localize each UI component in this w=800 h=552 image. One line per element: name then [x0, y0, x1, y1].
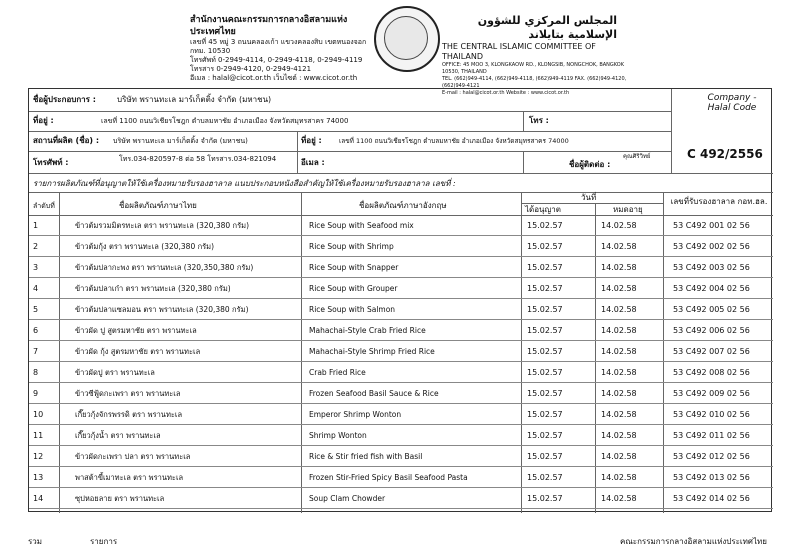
column-thai-name-header: ชื่อผลิตภัณฑ์ภาษาไทย [119, 201, 197, 210]
row-english-name: Rice Soup with Grouper [309, 284, 398, 293]
org-name-thai: สำนักงานคณะกรรมการกลางอิสลามแห่งประเทศไทย [190, 15, 348, 37]
row-thai-name: ข้าวผัดปู ตรา พรานทะเล [75, 368, 155, 377]
row-english-name: Crab Fried Rice [309, 368, 366, 377]
row-cert-number: 53 C492 013 02 56 [673, 473, 750, 482]
table-row [29, 278, 773, 299]
phone-label: โทรศัพท์ : [33, 158, 69, 167]
row-thai-name: ข้าวต้มปลาแซลมอน ตรา พรานทะเล (320,380 กรัม) [75, 305, 249, 314]
table-row [29, 341, 773, 362]
row-cert-number: 53 C492 005 02 56 [673, 305, 750, 314]
org-name-arabic: المجلس المركزي للشؤون الإسلامية بتايلاند [477, 14, 617, 41]
row-no: 10 [33, 410, 44, 419]
certificate-form [28, 88, 772, 512]
tel-label: โทร : [529, 116, 549, 125]
row-cert-number: 53 C492 003 02 56 [673, 263, 750, 272]
row-english-name: Rice & Stir fried fish with Basil [309, 452, 423, 461]
row-no: 13 [33, 473, 44, 482]
row-english-name: Rice Soup with Salmon [309, 305, 396, 314]
org-email-english: E-mail : halal@cicot.or.th Website : www.cicot.or.th [442, 90, 570, 96]
row-expire-date: 14.02.58 [601, 284, 637, 293]
row-cert-number: 53 C492 007 02 56 [673, 347, 750, 356]
entrepreneur-label: ชื่อผู้ประกอบการ : [33, 95, 96, 104]
org-address-english: OFFICE: 45 MOO 3, KLONGKAOW RD., KLONGSIB, NONGCHOK, BANGKOK 10530, THAILAND [442, 62, 625, 75]
letterhead [0, 0, 800, 96]
row-no: 1 [33, 221, 39, 230]
entrepreneur-value: บริษัท พรานทะเล มาร์เก็ตติ้ง จำกัด (มหาชน) [117, 95, 272, 104]
row-expire-date: 14.02.58 [601, 452, 637, 461]
row-thai-name: เกี๊ยวกุ้งน้ำ ตรา พรานทะเล [75, 431, 161, 440]
row-expire-date: 14.02.58 [601, 326, 637, 335]
row-no: 4 [33, 284, 39, 293]
row-no: 9 [33, 389, 39, 398]
total-label: รวม [28, 537, 43, 546]
row-approved-date: 15.02.57 [527, 347, 563, 356]
row-cert-number: 53 C492 001 02 56 [673, 221, 750, 230]
row-thai-name: ข้าวผัด กุ้ง สูตรมหาชัย ตรา พรานทะเล [75, 347, 201, 356]
column-cert-number-header: เลขที่รับรองฮาลาล กอท.ฮล. [670, 197, 768, 206]
row-thai-name: ข้าวผัด ปู สูตรมหาชัย ตรา พรานทะเล [75, 326, 197, 335]
row-cert-number: 53 C492 004 02 56 [673, 284, 750, 293]
column-approved-header: ได้อนุญาต [525, 205, 561, 214]
row-english-name: Rice Soup with Seafood mix [309, 221, 414, 230]
row-english-name: Emperor Shrimp Wonton [309, 410, 402, 419]
row-thai-name: ข้าวต้มปลาเก๋า ตรา พรานทะเล (320,380 กรัม) [75, 284, 231, 293]
org-name-english: THE CENTRAL ISLAMIC COMMITTEE OF THAILAND [442, 42, 596, 61]
table-row [29, 236, 773, 257]
factory-value: บริษัท พรานทะเล มาร์เก็ตติ้ง จำกัด (มหาชน) [113, 137, 248, 145]
org-email-thai: อีเมล : halal@cicot.or.th เว็บไซต์ : www.cicot.or.th [190, 74, 358, 82]
row-expire-date: 14.02.58 [601, 347, 637, 356]
row-approved-date: 15.02.57 [527, 263, 563, 272]
row-no: 2 [33, 242, 39, 251]
phone-value: โทร.034-820597-8 ต่อ 58 โทรสาร.034-821094 [119, 155, 277, 163]
row-no: 11 [33, 431, 44, 440]
row-no: 3 [33, 263, 39, 272]
row-no: 12 [33, 452, 44, 461]
row-approved-date: 15.02.57 [527, 452, 563, 461]
contact-label: ชื่อผู้ติดต่อ : [569, 160, 611, 169]
table-row [29, 299, 773, 320]
company-halal-code-heading: Company - Halal Code [707, 93, 757, 113]
factory-address-label: ที่อยู่ : [301, 136, 322, 145]
table-row [29, 257, 773, 278]
row-english-name: Soup Clam Chowder [309, 494, 386, 503]
row-approved-date: 15.02.57 [527, 305, 563, 314]
table-row [29, 383, 773, 404]
row-english-name: Mahachai-Style Crab Fried Rice [309, 326, 426, 335]
table-row [29, 215, 773, 236]
row-thai-name: ซุปหอยลาย ตรา พรานทะเล [75, 494, 165, 503]
row-expire-date: 14.02.58 [601, 410, 637, 419]
row-english-name: Shrimp Wonton [309, 431, 367, 440]
row-cert-number: 53 C492 009 02 56 [673, 389, 750, 398]
row-expire-date: 14.02.58 [601, 473, 637, 482]
row-english-name: Rice Soup with Shrimp [309, 242, 394, 251]
address-label: ที่อยู่ : [33, 116, 54, 125]
column-expire-header: หมดอายุ [613, 205, 643, 214]
row-expire-date: 14.02.58 [601, 305, 637, 314]
row-expire-date: 14.02.58 [601, 494, 637, 503]
row-english-name: Rice Soup with Snapper [309, 263, 399, 272]
row-no: 7 [33, 347, 39, 356]
row-approved-date: 15.02.57 [527, 326, 563, 335]
row-english-name: Frozen Seafood Basil Sauce & Rice [309, 389, 439, 398]
table-row [29, 320, 773, 341]
row-thai-name: ข้าวต้มกุ้ง ตรา พรานทะเล (320,380 กรัม) [75, 242, 215, 251]
row-expire-date: 14.02.58 [601, 242, 637, 251]
email-label: อีเมล : [301, 158, 325, 167]
factory-address-value: เลขที่ 1100 ถนนวิเชียรโชฎก ตำบลมหาชัย อำเภอเมือง จังหวัดสมุทรสาคร 74000 [339, 137, 569, 145]
row-cert-number: 53 C492 008 02 56 [673, 368, 750, 377]
row-approved-date: 15.02.57 [527, 368, 563, 377]
row-thai-name: พาสต้าขี้เมาทะเล ตรา พรานทะเล [75, 473, 184, 482]
row-cert-number: 53 C492 006 02 56 [673, 326, 750, 335]
letterhead-thai [190, 14, 375, 83]
row-expire-date: 14.02.58 [601, 389, 637, 398]
company-halal-code: C 492/2556 [687, 147, 763, 161]
row-approved-date: 15.02.57 [527, 284, 563, 293]
row-expire-date: 14.02.58 [601, 263, 637, 272]
factory-label: สถานที่ผลิต (ชื่อ) : [33, 136, 100, 145]
column-english-name-header: ชื่อผลิตภัณฑ์ภาษาอังกฤษ [359, 201, 447, 210]
row-cert-number: 53 C492 011 02 56 [673, 431, 750, 440]
row-thai-name: เกี๊ยวกุ้งจักรพรรดิ ตรา พรานทะเล [75, 410, 183, 419]
row-no: 5 [33, 305, 39, 314]
row-cert-number: 53 C492 014 02 56 [673, 494, 750, 503]
table-row [29, 446, 773, 467]
column-no-header: ลำดับที่ [33, 202, 55, 210]
row-english-name: Frozen Stir-Fried Spicy Basil Seafood Pasta [309, 473, 468, 482]
row-thai-name: ข้าวต้มปลากะพง ตรา พรานทะเล (320,350,380 กรัม) [75, 263, 254, 272]
table-row [29, 488, 773, 509]
row-expire-date: 14.02.58 [601, 368, 637, 377]
contact-value: คุณศิริวิทย์ [623, 153, 651, 160]
table-row [29, 467, 773, 488]
row-thai-name: ข้าวต้มรวมมิตรทะเล ตรา พรานทะเล (320,380 กรัม) [75, 221, 249, 230]
org-tel-thai: โทรศัพท์ 0-2949-4114, 0-2949-4118, 0-2949-4119 โทรสาร 0-2949-4120, 0-2949-4121 [190, 56, 363, 73]
row-expire-date: 14.02.58 [601, 431, 637, 440]
row-cert-number: 53 C492 002 02 56 [673, 242, 750, 251]
row-approved-date: 15.02.57 [527, 242, 563, 251]
product-list-caption: รายการผลิตภัณฑ์ที่อนุญาตให้ใช้เครื่องหมายรับรองฮาลาล แนบประกอบหนังสือสำคัญให้ใช้เครื่องหมายรับรองฮาลาล เลขที่ : [33, 179, 456, 188]
row-approved-date: 15.02.57 [527, 389, 563, 398]
table-row [29, 425, 773, 446]
row-english-name: Mahachai-Style Shrimp Fried Rice [309, 347, 435, 356]
signature-org: คณะกรรมการกลางอิสลามแห่งประเทศไทย [620, 537, 767, 546]
row-expire-date: 14.02.58 [601, 221, 637, 230]
row-no: 6 [33, 326, 39, 335]
letterhead-english [442, 14, 632, 97]
row-no: 8 [33, 368, 39, 377]
row-approved-date: 15.02.57 [527, 410, 563, 419]
row-cert-number: 53 C492 010 02 56 [673, 410, 750, 419]
row-thai-name: ข้าวซีฟู้ดกะเพรา ตรา พรานทะเล [75, 389, 181, 398]
column-date-header: วันที่ [581, 193, 597, 202]
row-no: 14 [33, 494, 44, 503]
items-label: รายการ [90, 537, 118, 546]
row-approved-date: 15.02.57 [527, 431, 563, 440]
table-row [29, 362, 773, 383]
org-tel-english: TEL. (662)949-4114, (662)949-4118, (662)949-4119 FAX. (662)949-4120, (662)949-4121 [442, 76, 627, 89]
mosque-icon [384, 16, 428, 60]
row-approved-date: 15.02.57 [527, 473, 563, 482]
address-value: เลขที่ 1100 ถนนวิเชียรโชฎก ตำบลมหาชัย อำเภอเมือง จังหวัดสมุทรสาคร 74000 [101, 117, 349, 125]
org-seal-logo [374, 6, 440, 72]
row-cert-number: 53 C492 012 02 56 [673, 452, 750, 461]
row-approved-date: 15.02.57 [527, 494, 563, 503]
table-row [29, 404, 773, 425]
row-approved-date: 15.02.57 [527, 221, 563, 230]
org-address-thai: เลขที่ 45 หมู่ 3 ถนนคลองเก้า แขวงคลองสิบ เขตหนองจอก กทม. 10530 [190, 38, 367, 55]
row-thai-name: ข้าวผัดกะเพรา ปลา ตรา พรานทะเล [75, 452, 191, 461]
